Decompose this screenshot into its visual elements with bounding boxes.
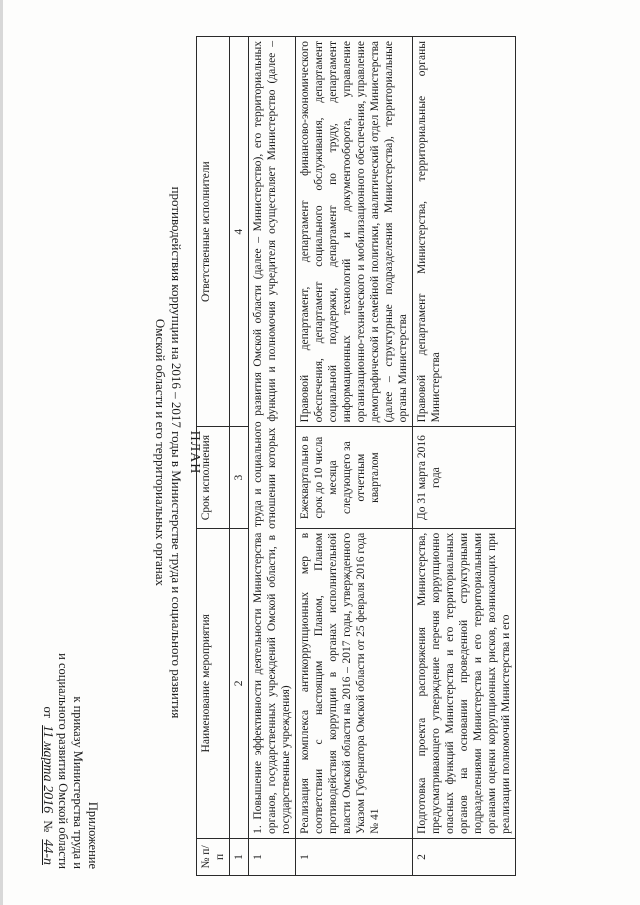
approval-stamp-block bbox=[40, 569, 100, 869]
table-index-row bbox=[230, 37, 249, 876]
plan-subtitle-2: Омской области и его территориальных органах bbox=[153, 318, 168, 587]
index-cell: 4 bbox=[230, 37, 249, 427]
index-cell: 2 bbox=[230, 528, 249, 838]
table-header-row bbox=[197, 37, 230, 876]
header-exec: Ответственные исполнители bbox=[197, 37, 230, 427]
table-row bbox=[296, 37, 413, 876]
approval-line-1: Приложение bbox=[86, 801, 100, 869]
header-term: Срок исполнения bbox=[197, 427, 230, 528]
handwritten-number: 44-п bbox=[40, 839, 55, 865]
section-title: 1. Повышение эффективности деятельности Министерства труда и социального развития Омской области (далее – Министерство), его территориальных органов, государственных учреждений Омской области, в отношении которых функции и полномочия учредителя осуществляет Министерство (далее – государственные учреждения) bbox=[249, 37, 296, 839]
section-row bbox=[249, 37, 296, 876]
row-num: 2 bbox=[413, 838, 516, 875]
document-title bbox=[152, 0, 202, 905]
table-wrapper bbox=[196, 36, 512, 876]
index-cell: 3 bbox=[230, 427, 249, 528]
table-row bbox=[413, 37, 516, 876]
section-num: 1 bbox=[249, 838, 296, 875]
header-num: № п/п bbox=[197, 838, 230, 875]
row-term: Ежеквартально в срок до 10 числа месяца следующего за отчетным кварталом bbox=[296, 427, 413, 528]
plan-subtitle-1: противодействия коррупции на 2016 – 2017 годы в Министерстве труда и социального развития bbox=[169, 186, 184, 719]
index-cell: 1 bbox=[230, 838, 249, 875]
plan-table bbox=[196, 36, 516, 876]
approval-line-3: и социального развития Омской области bbox=[56, 653, 70, 869]
approval-line-2: к приказу Министерства труда и bbox=[71, 696, 85, 869]
row-name: Реализация комплекса антикоррупционных мер в соответствии с настоящим Планом, Планом противодействия коррупции в органах исполнительной власти Омской области на 2016 – 2017 годы, утвержденного Указом Губернатора Омской области от 25 февраля 2016 года № 41 bbox=[296, 528, 413, 838]
header-name: Наименование мероприятия bbox=[197, 528, 230, 838]
row-exec: Правовой департамент, департамент финансово-экономического обеспечения, департамент социального обслуживания, департамент социальной поддержки, департамент по труду, департамент информационных технологий и документооборота, управление организационно-технического и мобилизационного обеспечения, управление демографической и семейной политики, аналитический отдел Министерства (далее – структурные подразделения Министерства), территориальные органы Министерства bbox=[296, 37, 413, 427]
approval-date-line bbox=[40, 569, 55, 869]
from-label: от bbox=[41, 706, 55, 719]
handwritten-date: 11 марта 2016 bbox=[40, 725, 55, 814]
row-name: Подготовка проекта распоряжения Министерства, предусматривающего утверждение перечня коррупционно опасных функций Министерства и его территориальных органов на основании проведенной структурными подразделениями Министерства и его территориальными органами оценки коррупционных рисков, возникающих при реализации полномочий Министерства и его bbox=[413, 528, 516, 838]
number-label: № bbox=[41, 820, 55, 833]
row-exec: Правовой департамент Министерства, территориальные органы Министерства bbox=[413, 37, 516, 427]
row-num: 1 bbox=[296, 838, 413, 875]
row-term: До 31 марта 2016 года bbox=[413, 427, 516, 528]
plan-heading: ПЛАН bbox=[187, 430, 202, 475]
